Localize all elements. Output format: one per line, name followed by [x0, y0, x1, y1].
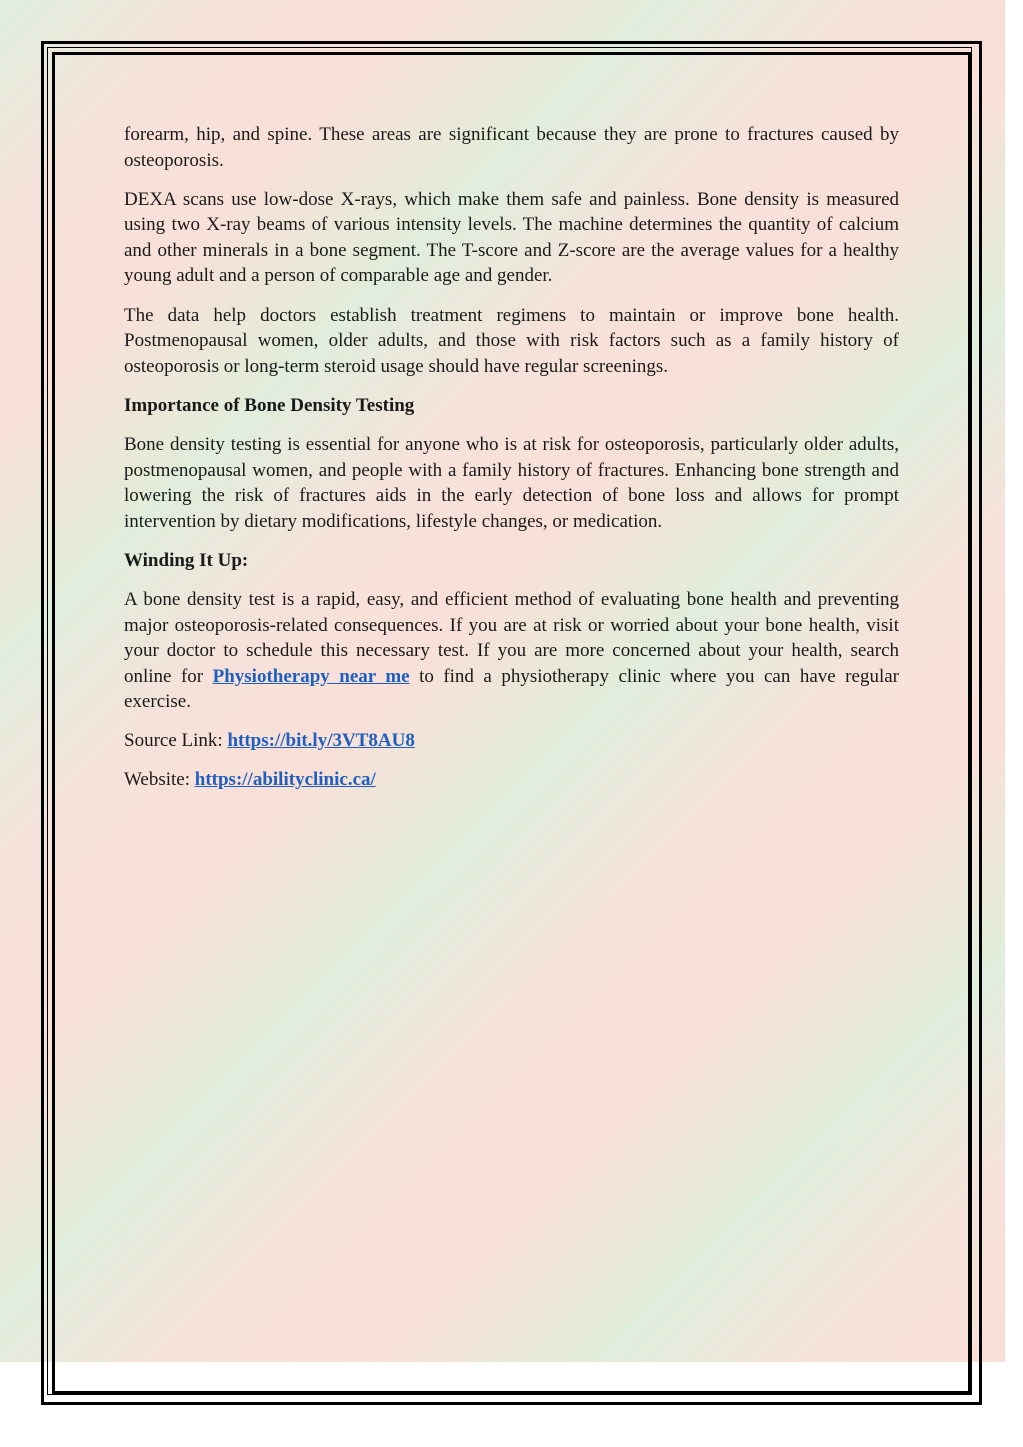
source-label: Source Link:	[124, 730, 228, 752]
source-link[interactable]: https://bit.ly/3VT8AU8	[227, 730, 415, 752]
paragraph-data: The data help doctors establish treatment regimens to maintain or improve bone health. Postmenopausal women, older adults, and those with risk factors such as a family history of osteoporosis or long-term steroid usage should have regular screenings.	[124, 304, 899, 377]
winding-text-after: to find a physiotherapy clinic where you can have regular exercise.	[124, 665, 899, 713]
website-link[interactable]: https://abilityclinic.ca/	[194, 769, 376, 791]
source-line	[124, 728, 899, 754]
heading-importance: Importance of Bone Density Testing	[124, 394, 415, 416]
paragraph-intro: forearm, hip, and spine. These areas are significant because they are prone to fractures caused by osteoporosis.	[124, 124, 899, 171]
website-label: Website:	[124, 769, 195, 791]
website-line	[124, 767, 899, 793]
paragraph-dexa: DEXA scans use low-dose X-rays, which make them safe and painless. Bone density is measured using two X-ray beams of various intensity levels. The machine determines the quantity of calcium and other minerals in a bone segment. The T-score and Z-score are the average values for a healthy young adult and a person of comparable age and gender.	[124, 188, 899, 287]
document-body	[124, 122, 899, 807]
paragraph-winding-up	[124, 587, 899, 715]
winding-text-before: A bone density test is a rapid, easy, and efficient method of evaluating bone health and preventing major osteoporosis-related consequences. If you are at risk or worried about your bone health, visit your doctor to schedule this necessary test. If you are more concerned about your health, search online for	[124, 588, 899, 687]
paragraph-importance: Bone density testing is essential for anyone who is at risk for osteoporosis, particularly older adults, postmenopausal women, and people with a family history of fractures. Enhancing bone strength and lowering the risk of fractures aids in the early detection of bone loss and allows for prompt intervention by dietary modifications, lifestyle changes, or medication.	[124, 433, 899, 532]
heading-winding-up: Winding It Up:	[124, 549, 249, 571]
physiotherapy-link[interactable]: Physiotherapy near me	[212, 665, 410, 687]
